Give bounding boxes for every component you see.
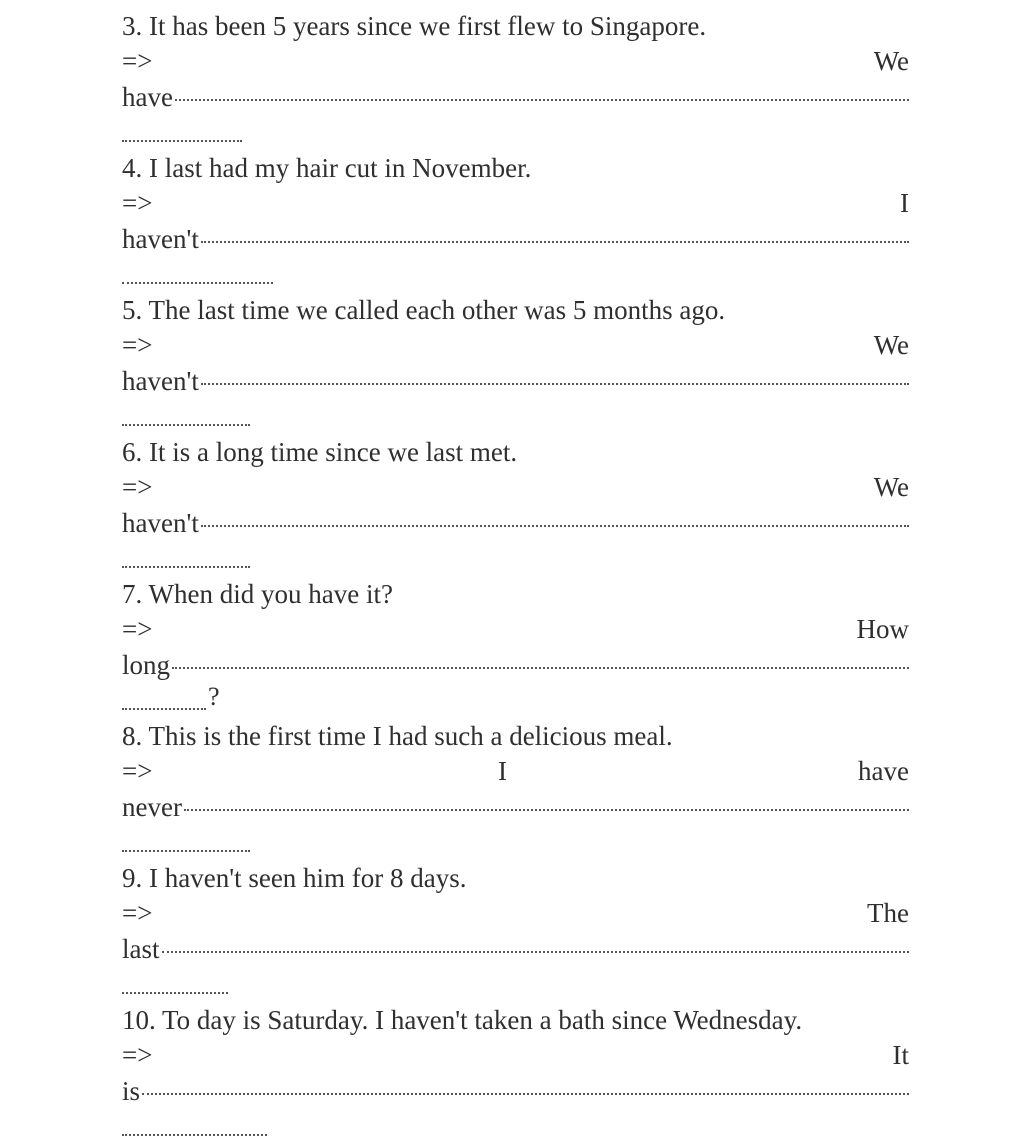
answer-blank[interactable] (184, 801, 909, 811)
answer-line (122, 1073, 909, 1109)
answer-start-word: have (858, 756, 909, 786)
answer-blank-continuation[interactable] (122, 416, 250, 426)
answer-prefix: is (122, 1076, 141, 1106)
arrow-symbol: => (122, 1040, 153, 1070)
exercise-7 (122, 568, 909, 710)
question-text: 7. When did you have it? (122, 579, 393, 609)
question-mark: ? (208, 682, 220, 711)
answer-continuation (122, 822, 909, 852)
arrow-symbol: => (122, 188, 153, 218)
answer-start-word: The (867, 898, 909, 928)
arrow-row (122, 753, 909, 789)
arrow-symbol: => (122, 898, 153, 928)
answer-prefix: haven't (122, 508, 199, 538)
worksheet-page (122, 0, 909, 1143)
exercise-3 (122, 0, 909, 142)
answer-blank-continuation[interactable] (122, 842, 250, 852)
answer-start-word: We (873, 472, 909, 502)
question-text: 8. This is the first time I had such a delicious meal. (122, 721, 673, 751)
answer-start-word: We (873, 46, 909, 76)
arrow-row (122, 611, 909, 647)
arrow-row (122, 43, 909, 79)
answer-continuation (122, 1106, 909, 1136)
answer-continuation (122, 538, 909, 568)
answer-blank[interactable] (201, 233, 909, 243)
answer-blank-continuation[interactable] (122, 274, 273, 284)
question-text: 3. It has been 5 years since we first flew to Singapore. (122, 11, 707, 41)
arrow-row (122, 185, 909, 221)
answer-continuation (122, 396, 909, 426)
answer-blank-continuation[interactable] (122, 558, 250, 568)
arrow-symbol: => (122, 614, 153, 644)
answer-line (122, 505, 909, 541)
answer-prefix: haven't (122, 366, 199, 396)
exercise-8 (122, 710, 909, 852)
arrow-symbol: => (122, 472, 153, 502)
answer-line (122, 647, 909, 683)
exercise-9 (122, 852, 909, 994)
question-text: 9. I haven't seen him for 8 days. (122, 863, 467, 893)
answer-start-word: How (856, 614, 909, 644)
answer-continuation (122, 964, 909, 994)
answer-blank-continuation[interactable] (122, 984, 228, 994)
answer-line (122, 931, 909, 967)
answer-blank-continuation[interactable] (122, 700, 206, 710)
question-text: 5. The last time we called each other was 5 months ago. (122, 295, 726, 325)
answer-start-word: We (873, 330, 909, 360)
answer-blank-continuation[interactable] (122, 132, 242, 142)
answer-line (122, 363, 909, 399)
question-text: 10. To day is Saturday. I haven't taken a bath since Wednesday. (122, 1005, 803, 1035)
question-text: 4. I last had my hair cut in November. (122, 153, 532, 183)
answer-prefix: haven't (122, 224, 199, 254)
arrow-row (122, 327, 909, 363)
arrow-symbol: => (122, 46, 153, 76)
answer-continuation (122, 680, 909, 710)
answer-prefix: last (122, 934, 160, 964)
arrow-row (122, 469, 909, 505)
answer-prefix: long (122, 650, 171, 680)
answer-blank[interactable] (162, 943, 910, 953)
question-text: 6. It is a long time since we last met. (122, 437, 518, 467)
exercise-6 (122, 426, 909, 568)
answer-line (122, 221, 909, 257)
exercise-5 (122, 284, 909, 426)
arrow-symbol: => (122, 330, 153, 360)
answer-blank[interactable] (142, 1085, 909, 1095)
answer-continuation (122, 254, 909, 284)
arrow-row (122, 895, 909, 931)
answer-start-word: I (900, 188, 909, 218)
answer-line (122, 789, 909, 825)
answer-blank[interactable] (201, 375, 909, 385)
answer-blank-continuation[interactable] (122, 1126, 267, 1136)
exercise-4 (122, 142, 909, 284)
answer-start-word: It (892, 1040, 909, 1070)
answer-blank[interactable] (172, 659, 909, 669)
answer-prefix: never (122, 792, 182, 822)
subject-word: I (498, 756, 507, 786)
answer-blank[interactable] (175, 91, 909, 101)
exercise-10 (122, 994, 909, 1136)
answer-blank[interactable] (201, 517, 909, 527)
answer-continuation (122, 112, 909, 142)
arrow-row (122, 1037, 909, 1073)
answer-prefix: have (122, 82, 173, 112)
arrow-symbol: => (122, 756, 153, 786)
answer-line (122, 79, 909, 115)
